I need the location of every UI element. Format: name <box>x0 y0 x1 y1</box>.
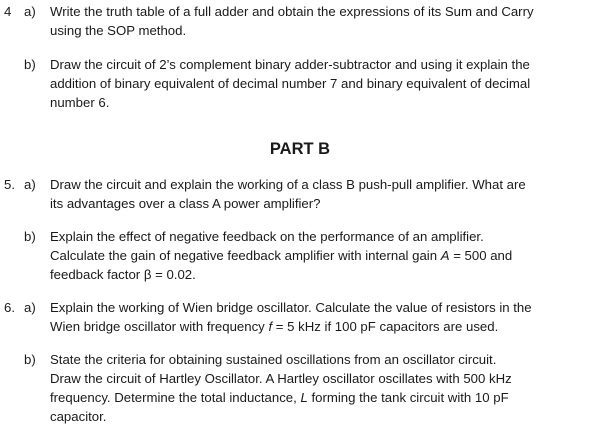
text-line: capacitor. <box>50 409 107 424</box>
question-4b-letter: b) <box>24 57 36 72</box>
question-4a-letter: a) <box>24 4 36 19</box>
question-6-number: 6. <box>4 300 15 315</box>
text-line: Explain the working of Wien bridge oscillator. Calculate the value of resistors in the <box>50 300 532 315</box>
question-4-number: 4 <box>4 4 12 19</box>
question-5b-text <box>50 227 598 284</box>
question-6a-text <box>50 298 598 336</box>
question-6a-letter: a) <box>24 300 36 315</box>
text-line: Write the truth table of a full adder and obtain the expressions of its Sum and Carry <box>50 4 534 19</box>
question-4a-text <box>50 2 598 40</box>
text-line: State the criteria for obtaining sustained oscillations from an oscillator circuit. <box>50 352 497 367</box>
text-line: number 6. <box>50 95 110 110</box>
question-5a-text <box>50 175 598 213</box>
text-line: Draw the circuit of Hartley Oscillator. A Hartley oscillator oscillates with 500 kHz <box>50 371 512 386</box>
text-line: frequency. Determine the total inductance, L forming the tank circuit with 10 pF <box>50 390 509 405</box>
question-6b-text <box>50 350 598 426</box>
question-6b-letter: b) <box>24 352 36 367</box>
question-5b-letter: b) <box>24 229 36 244</box>
question-5a-letter: a) <box>24 177 36 192</box>
question-5-number: 5. <box>4 177 15 192</box>
text-line: feedback factor β = 0.02. <box>50 267 196 282</box>
text-line: Draw the circuit of 2’s complement binary adder-subtractor and using it explain the <box>50 57 530 72</box>
text-line: Wien bridge oscillator with frequency f = 5 kHz if 100 pF capacitors are used. <box>50 319 499 334</box>
text-line: Explain the effect of negative feedback on the performance of an amplifier. <box>50 229 484 244</box>
text-line: addition of binary equivalent of decimal number 7 and binary equivalent of decimal <box>50 76 531 91</box>
text-line: using the SOP method. <box>50 23 187 38</box>
text-line: Draw the circuit and explain the working of a class B push-pull amplifier. What are <box>50 177 526 192</box>
text-line: its advantages over a class A power amplifier? <box>50 196 321 211</box>
part-b-heading: PART B <box>269 140 331 158</box>
text-line: Calculate the gain of negative feedback amplifier with internal gain A = 500 and <box>50 248 513 263</box>
question-4b-text <box>50 55 598 112</box>
